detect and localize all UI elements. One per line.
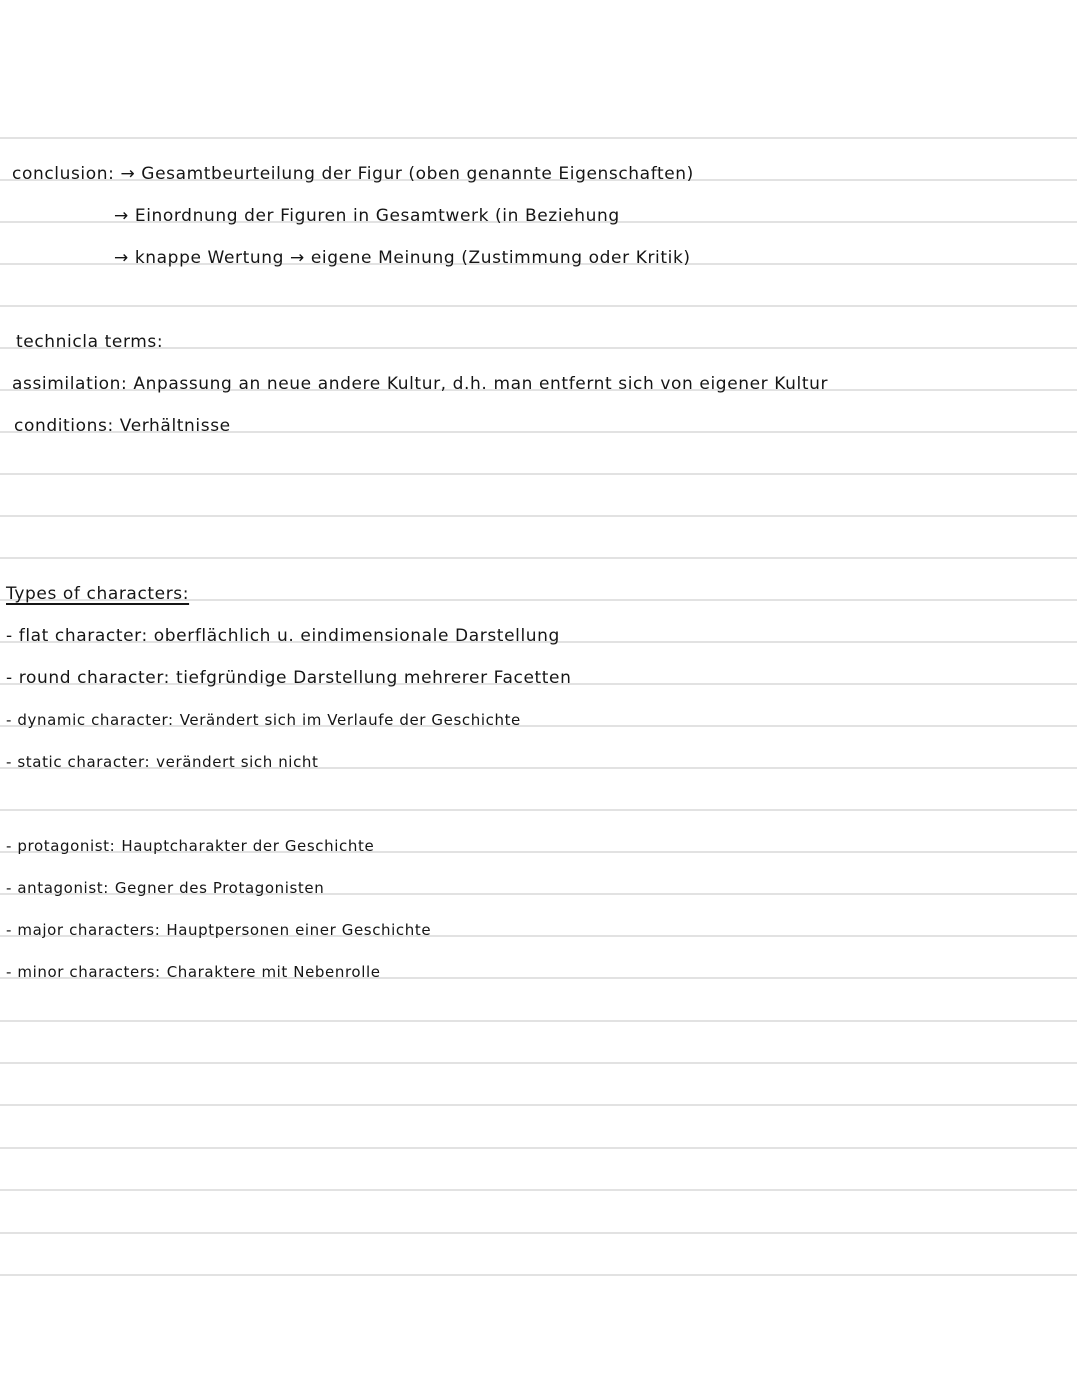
conclusion-item: → Gesamtbeurteilung der Figur (oben genannte Eigenschaften) [120, 164, 694, 184]
rule-line [0, 137, 1077, 139]
character-role-term: - antagonist: [6, 879, 109, 897]
term-row-assimilation [12, 374, 828, 394]
character-role-term: - minor characters: [6, 963, 161, 981]
character-type-row [6, 626, 560, 646]
term-definition: Verhältnisse [119, 416, 231, 436]
character-role-row [6, 878, 324, 898]
types-of-characters-heading: Types of characters: [6, 584, 190, 604]
rule-line [0, 1062, 1077, 1064]
character-type-definition: Verändert sich im Verlaufe der Geschichte [179, 711, 521, 729]
term-label: conditions: [14, 416, 114, 436]
technical-terms-heading: technicla terms: [16, 332, 164, 352]
rule-line [0, 305, 1077, 307]
character-type-row [6, 668, 571, 688]
conclusion-line-3 [114, 248, 691, 268]
character-role-definition: Hauptpersonen einer Geschichte [166, 921, 432, 939]
character-type-definition: tiefgründige Darstellung mehrerer Facetten [175, 668, 572, 688]
character-role-row [6, 962, 381, 982]
character-role-definition: Hauptcharakter der Geschichte [121, 837, 375, 855]
rule-line [0, 1232, 1077, 1234]
character-type-definition: verändert sich nicht [156, 753, 319, 771]
rule-line [0, 1020, 1077, 1022]
character-role-definition: Charaktere mit Nebenrolle [166, 963, 381, 981]
conclusion-label: conclusion: [12, 164, 115, 184]
rule-line [0, 557, 1077, 559]
term-definition: Anpassung an neue andere Kultur, d.h. man entfernt sich von eigener Kultur [133, 374, 829, 394]
character-type-row [6, 710, 521, 730]
conclusion-item: → Einordnung der Figuren in Gesamtwerk (in Beziehung [114, 206, 620, 226]
character-type-term: - dynamic character: [6, 711, 174, 729]
rule-line [0, 1104, 1077, 1106]
rule-line [0, 1189, 1077, 1191]
rule-line [0, 473, 1077, 475]
character-type-term: - static character: [6, 753, 151, 771]
character-role-term: - major characters: [6, 921, 161, 939]
character-type-term: - flat character: [6, 626, 148, 646]
character-type-definition: oberflächlich u. eindimensionale Darstellung [153, 626, 560, 646]
character-type-row [6, 752, 319, 772]
character-role-row [6, 836, 374, 856]
character-role-definition: Gegner des Protagonisten [114, 879, 325, 897]
conclusion-line-2 [114, 206, 620, 226]
character-type-term: - round character: [6, 668, 170, 688]
conclusion-line-1 [12, 164, 694, 184]
rule-line [0, 1274, 1077, 1276]
rule-line [0, 515, 1077, 517]
conclusion-item: → knappe Wertung → eigene Meinung (Zustimmung oder Kritik) [114, 248, 691, 268]
rule-line [0, 1147, 1077, 1149]
character-role-row [6, 920, 431, 940]
term-row-conditions [14, 416, 231, 436]
character-role-term: - protagonist: [6, 837, 116, 855]
term-label: assimilation: [12, 374, 128, 394]
rule-line [0, 809, 1077, 811]
